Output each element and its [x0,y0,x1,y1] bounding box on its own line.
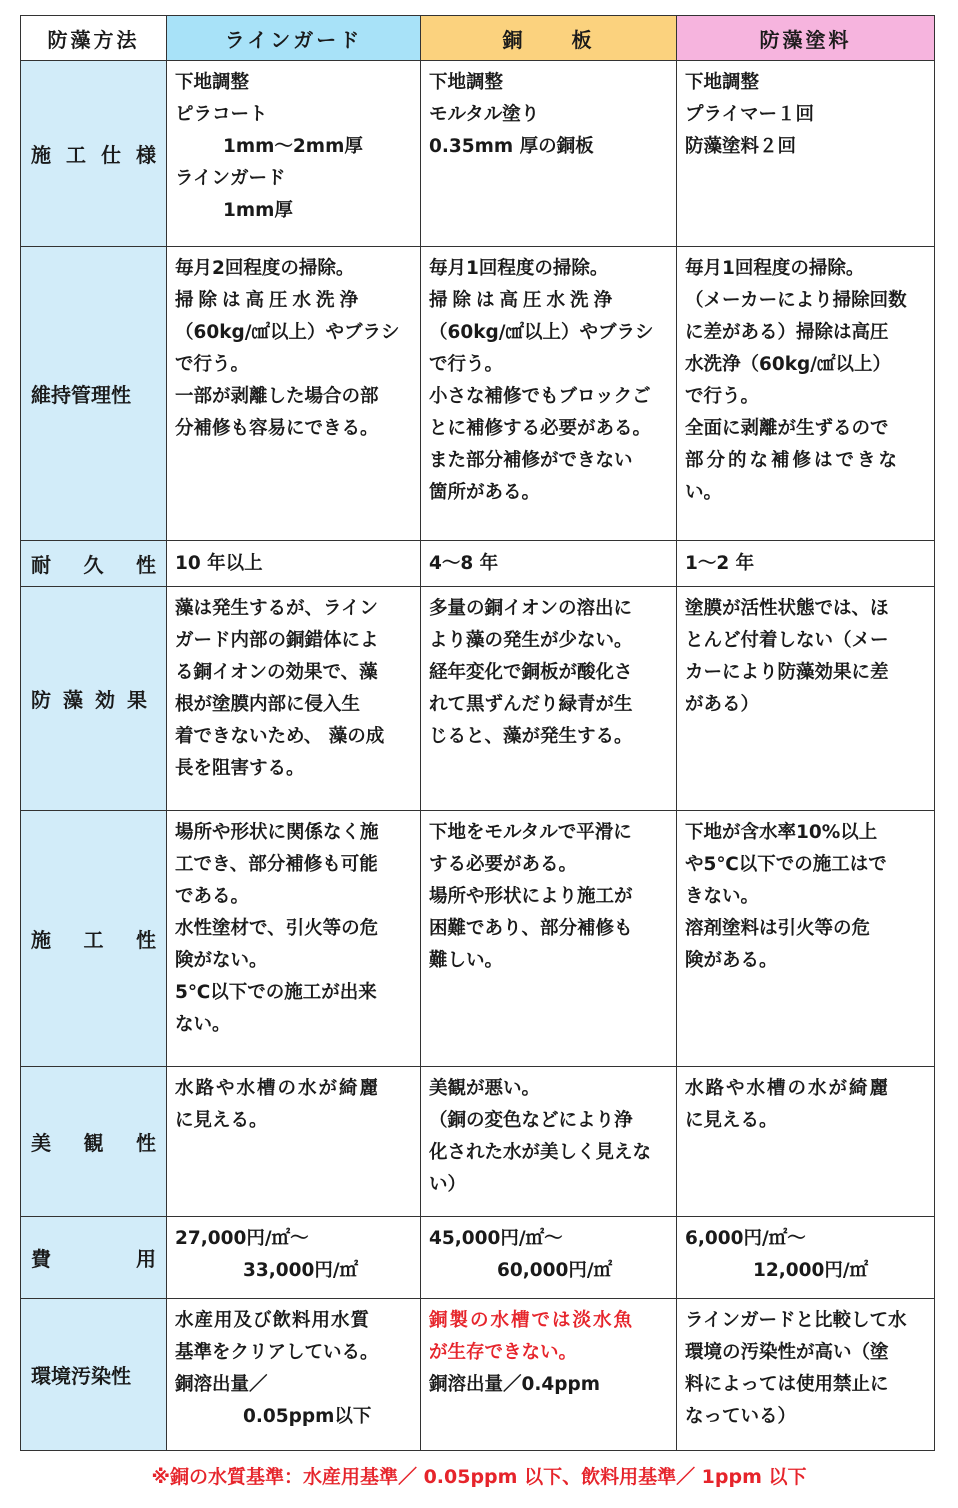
text-line: 1mm厚 [223,200,293,221]
cell-effect-paint [677,587,935,811]
row-cost [21,1217,935,1299]
label-char: 効 [95,688,115,712]
text-line: れて黒ずんだり緑青が生 [429,694,633,715]
text-line: 工でき、部分補修も可能 [175,854,378,875]
header-antialgae-paint: 防藻塗料 [677,16,935,61]
label-char: 性 [136,553,156,577]
cell-spec-copper [421,61,677,247]
cell-maintenance-copper [421,247,677,541]
text-line: 化された水が美しく見えな [429,1142,652,1163]
text-line: モルタル塗り [429,104,540,125]
header-lineguard: ラインガード [167,16,421,61]
text-line: 12,000円/㎡ [753,1260,869,1281]
text-line: 塗膜が活性状態では、ほ [685,598,889,619]
label-char: 耐 [31,553,51,577]
cell-spec-lineguard [167,61,421,247]
text-line: 基準をクリアしている。 [175,1342,379,1363]
row-env [21,1299,935,1451]
cell-workability-lineguard [167,811,421,1067]
text-line: 着できないため、 藻の成 [175,726,385,747]
text-line: で行う。 [175,354,250,375]
label-char: 様 [136,143,156,167]
text-line: より藻の発生が少ない。 [429,630,633,651]
row-label-text [31,684,147,713]
text-line: する必要がある。 [429,854,578,875]
text-line: 毎月2回程度の掃除。 [175,258,355,279]
text-line: 0.05ppm以下 [243,1406,372,1427]
row-label-text [31,1243,156,1272]
text-line: （メーカーにより掃除回数 [685,290,907,311]
cell-spec-paint [677,61,935,247]
text-line: 水性塗材で、引火等の危 [175,918,379,939]
text-line: 銅溶出量／ [175,1374,268,1395]
text-line: 水路や水槽の水が綺麗 [175,1078,381,1099]
text-line: 60,000円/㎡ [497,1260,613,1281]
text-line: 険がある。 [685,950,778,971]
cell-env-lineguard [167,1299,421,1451]
label-char: 施 [31,928,51,952]
label-char: 費 [31,1247,51,1271]
label-char: 工 [66,143,86,167]
text-line: ガード内部の銅錯体によ [175,630,379,651]
cell-cost-copper [421,1217,677,1299]
cell-env-copper [421,1299,677,1451]
row-spec [21,61,935,247]
text-line: 33,000円/㎡ [243,1260,359,1281]
text-line: 困難であり、部分補修も [429,918,633,939]
row-label-effect [21,587,167,811]
cell-cost-paint [677,1217,935,1299]
text-line: 分補修も容易にできる。 [175,418,379,439]
text-line: （60kg/㎠以上）やブラシ [429,322,654,343]
text-line: ない。 [175,1014,231,1035]
label-char: 防 [31,688,51,712]
text-line: 小さな補修でもブロックご [429,386,651,407]
text-line: 多量の銅イオンの溶出に [429,598,632,619]
text-line: い） [429,1174,467,1195]
row-label-workability [21,811,167,1067]
row-label-text [31,924,156,953]
row-label-text [31,1127,156,1156]
cell-cost-lineguard [167,1217,421,1299]
header-row [21,16,935,61]
text-line: カーにより防藻効果に差 [685,662,889,683]
text-line: 環境の汚染性が高い（塗 [685,1342,889,1363]
row-label-cost [21,1217,167,1299]
text-line: で行う。 [685,386,760,407]
text-line: い。 [685,482,723,503]
text-line: 長を阻害する。 [175,758,305,779]
text-line: に見える。 [685,1110,778,1131]
cell-appearance-paint [677,1067,935,1217]
row-label-maintenance: 維持管理性 [21,247,167,541]
cell-workability-copper [421,811,677,1067]
text-line: や5℃以下での施工はで [685,854,887,875]
label-char: 仕 [101,143,121,167]
row-label-durability [21,541,167,587]
text-line: 掃除は高圧水洗浄 [429,290,618,311]
row-effect [21,587,935,811]
text-line: 一部が剥離した場合の部 [175,386,379,407]
row-workability [21,811,935,1067]
text-line: きない。 [685,886,760,907]
text-line: 6,000円/㎡〜 [685,1228,806,1249]
text-line: また部分補修ができない [429,450,633,471]
text-line: 料によっては使用禁止に [685,1374,889,1395]
warning-line: 銅製の水槽では淡水魚 [429,1310,635,1331]
row-appearance [21,1067,935,1217]
cell-env-paint [677,1299,935,1451]
text-line: 場所や形状に関係なく施 [175,822,379,843]
text-line: 防藻塗料２回 [685,136,797,157]
text-line: （60kg/㎠以上）やブラシ [175,322,400,343]
text-line: で行う。 [429,354,504,375]
cell-maintenance-paint [677,247,935,541]
text-line: 美観が悪い。 [429,1078,541,1099]
text-line: 毎月1回程度の掃除。 [685,258,865,279]
cell-appearance-copper [421,1067,677,1217]
label-char: 工 [83,928,104,952]
cell-effect-lineguard [167,587,421,811]
text-line: 下地調整 [175,72,250,93]
text-line: に見える。 [175,1110,268,1131]
label-char: 果 [127,688,147,712]
header-method: 防藻方法 [21,16,167,61]
header-copper-plate: 銅 板 [421,16,677,61]
text-line: 根が塗膜内部に侵入生 [175,694,361,715]
row-label-env: 環境汚染性 [21,1299,167,1451]
text-line: 銅溶出量／0.4ppm [429,1374,601,1395]
text-line: ピラコート [175,104,268,125]
text-line: 下地をモルタルで平滑に [429,822,632,843]
text-line: 27,000円/㎡〜 [175,1228,309,1249]
warning-line: が生存できない。 [429,1342,578,1363]
cell-durability-lineguard: 10 年以上 [167,541,421,587]
cell-effect-copper [421,587,677,811]
cell-durability-copper: 4〜8 年 [421,541,677,587]
text-line: 5℃以下での施工が出来 [175,982,377,1003]
comparison-table [20,15,935,1451]
label-char: 藻 [63,688,83,712]
text-line: る銅イオンの効果で、藻 [175,662,378,683]
row-durability [21,541,935,587]
text-line: 45,000円/㎡〜 [429,1228,563,1249]
text-line: がある） [685,694,760,715]
text-line: 水洗浄（60kg/㎠以上） [685,354,892,375]
label-char: 美 [31,1131,51,1155]
text-line: 箇所がある。 [429,482,541,503]
text-line: 水路や水槽の水が綺麗 [685,1078,891,1099]
text-line: である。 [175,886,250,907]
row-label-spec [21,61,167,247]
row-label-text [31,549,156,578]
text-line: 下地調整 [429,72,504,93]
label-char: 性 [136,1131,156,1155]
text-line: 経年変化で銅板が酸化さ [429,662,633,683]
text-line: 難しい。 [429,950,504,971]
cell-workability-paint [677,811,935,1067]
text-line: 溶剤塗料は引火等の危 [685,918,871,939]
text-line: 1mm〜2mm厚 [223,136,363,157]
label-char: 久 [83,553,104,577]
text-line: とに補修する必要がある。 [429,418,652,439]
label-char: 用 [136,1247,156,1271]
row-maintenance [21,247,935,541]
text-line: ラインガード [175,168,286,189]
row-label-text [31,139,156,168]
text-line: 藻は発生するが、ライン [175,598,378,619]
label-char: 観 [83,1131,104,1155]
cell-appearance-lineguard [167,1067,421,1217]
text-line: 毎月1回程度の掃除。 [429,258,609,279]
text-line: 掃除は高圧水洗浄 [175,290,364,311]
footnote: ※銅の水質基準：水産用基準／ 0.05ppm 以下、飲料用基準／ 1ppm 以下 [151,1466,807,1488]
text-line: 険がない。 [175,950,268,971]
label-char: 性 [136,928,156,952]
text-line: 全面に剥離が生ずるので [685,418,889,439]
text-line: とんど付着しない（メー [685,630,889,651]
text-line: 下地が含水率10%以上 [685,822,878,843]
text-line: 0.35mm 厚の銅板 [429,136,594,157]
text-line: プライマー１回 [685,104,814,125]
row-label-appearance [21,1067,167,1217]
text-line: に差がある）掃除は高圧 [685,322,889,343]
text-line: なっている） [685,1406,797,1427]
text-line: 場所や形状により施工が [429,886,633,907]
text-line: 部分的な補修はできな [685,450,901,471]
text-line: 下地調整 [685,72,760,93]
cell-durability-paint: 1〜2 年 [677,541,935,587]
text-line: （銅の変色などにより浄 [429,1110,633,1131]
label-char: 施 [31,143,51,167]
text-line: 水産用及び飲料用水質 [175,1310,371,1331]
text-line: ラインガードと比較して水 [685,1310,907,1331]
text-line: じると、藻が発生する。 [429,726,633,747]
cell-maintenance-lineguard [167,247,421,541]
